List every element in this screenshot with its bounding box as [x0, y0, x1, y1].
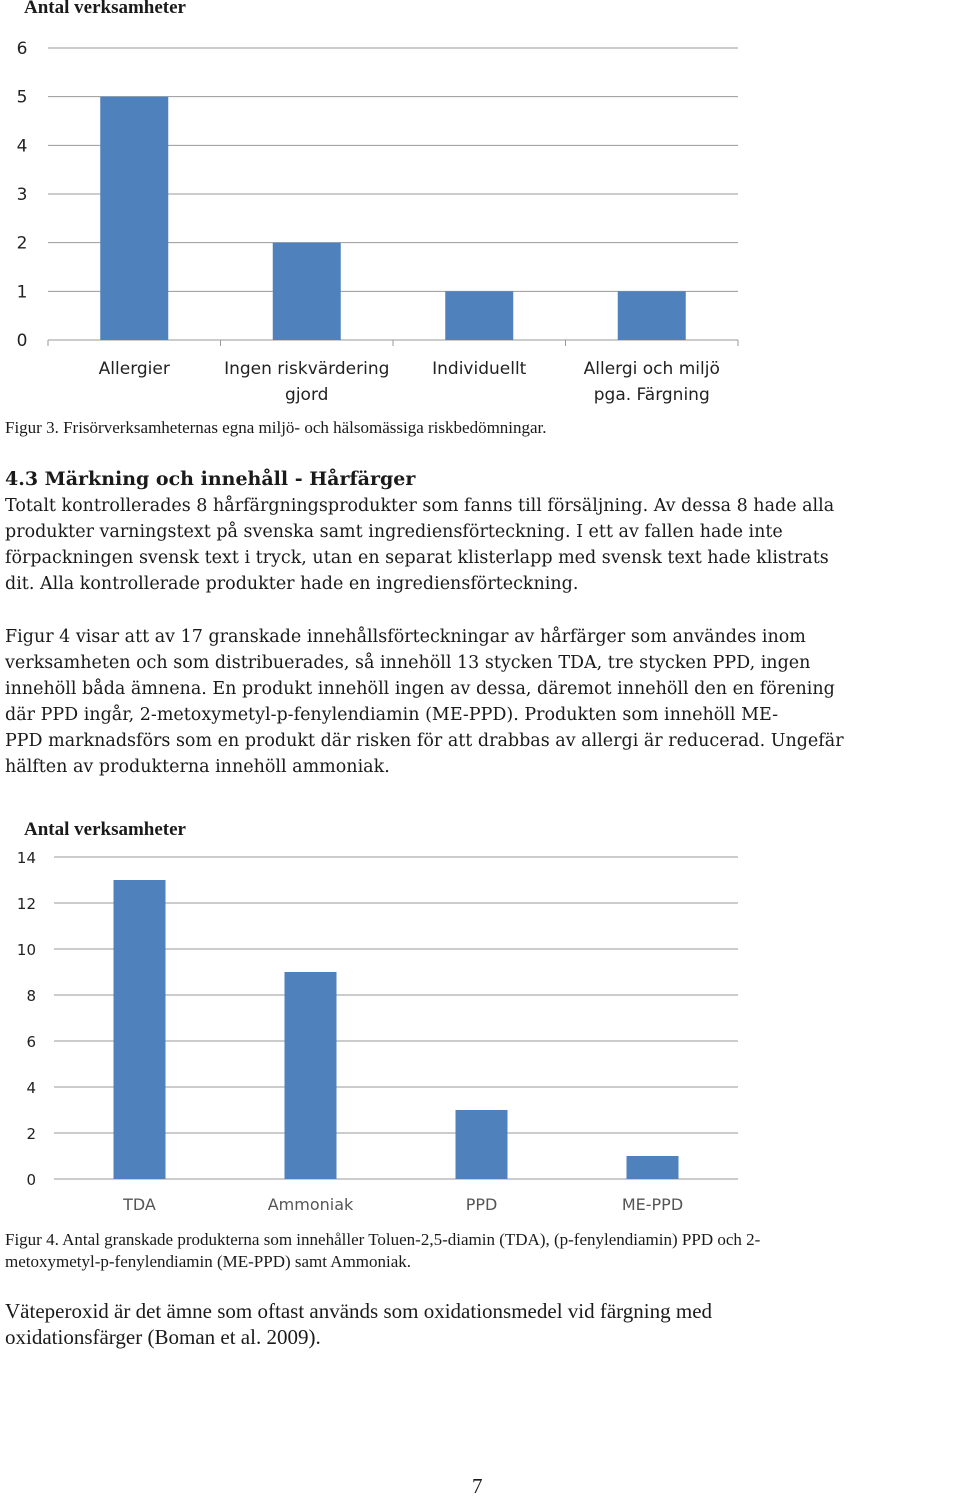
y-tick-label: 6 [16, 39, 28, 59]
bar [445, 291, 513, 340]
paragraph-2-line: Figur 4 visar att av 17 granskade innehållsförteckningar av hårfärger som användes inom [5, 627, 806, 647]
bar [456, 1110, 508, 1179]
chart4-caption [5, 1229, 760, 1273]
y-tick-label: 14 [16, 849, 36, 867]
y-tick-label: 4 [16, 136, 28, 157]
section-heading: 4.3 Märkning och innehåll - Hårfärger [5, 468, 416, 490]
y-tick-label: 10 [16, 941, 36, 959]
paragraph-2 [5, 624, 844, 780]
x-category-label: Allergier [98, 359, 170, 379]
paragraph-2-line: innehöll båda ämnena. En produkt innehöll ingen av dessa, däremot innehöll den en förening [5, 679, 835, 699]
paragraph-2-line: där PPD ingår, 2-metoxymetyl-p-fenylendiamin (ME-PPD). Produkten som innehöll ME- [5, 705, 778, 725]
y-tick-label: 6 [26, 1033, 36, 1051]
x-category-label: gjord [285, 385, 329, 405]
chart3-caption: Figur 3. Frisörverksamheternas egna miljö- och hälsomässiga riskbedömningar. [5, 418, 547, 437]
x-category-label: Ammoniak [267, 1195, 354, 1214]
chart3-title: Antal verksamheter [24, 0, 186, 18]
paragraph-1-line: förpackningen svensk text i tryck, utan en separat klisterlapp med svensk text hade klistrats [5, 548, 829, 568]
y-tick-label: 4 [26, 1079, 36, 1097]
bar [627, 1156, 679, 1179]
paragraph-1-line: Totalt kontrollerades 8 hårfärgningsprodukter som fanns till försäljning. Av dessa 8 hade alla [5, 496, 835, 516]
paragraph-1-line: dit. Alla kontrollerade produkter hade en ingrediensförteckning. [5, 574, 579, 594]
chart4-title: Antal verksamheter [24, 819, 186, 840]
chart4-plot [0, 840, 760, 1225]
y-tick-label: 2 [26, 1125, 36, 1143]
chart4-caption-line: Figur 4. Antal granskade produkterna som innehåller Toluen-2,5-diamin (TDA), (p-fenylendiamin) PPD och 2- [5, 1230, 761, 1249]
bar [618, 291, 686, 340]
bar [114, 880, 166, 1179]
y-tick-label: 12 [16, 895, 36, 913]
x-category-label: Individuellt [432, 359, 527, 379]
closing-paragraph [5, 1298, 712, 1350]
y-tick-label: 8 [26, 987, 36, 1005]
paragraph-2-line: hälften av produkterna innehöll ammoniak. [5, 757, 390, 777]
x-category-label: TDA [123, 1195, 156, 1214]
y-tick-label: 5 [16, 87, 28, 108]
x-category-label: ME-PPD [621, 1195, 684, 1214]
chart3-plot [0, 20, 760, 410]
x-category-label: Ingen riskvärdering [224, 359, 390, 379]
x-category-label: pga. Färgning [593, 385, 710, 405]
closing-paragraph-line: Väteperoxid är det ämne som oftast används som oxidationsmedel vid färgning med [5, 1299, 713, 1323]
y-tick-label: 0 [26, 1171, 36, 1189]
y-tick-label: 0 [16, 331, 28, 351]
closing-paragraph-line: oxidationsfärger (Boman et al. 2009). [5, 1325, 321, 1349]
paragraph-1-line: produkter varningstext på svenska samt ingrediensförteckning. I ett av fallen hade inte [5, 522, 783, 542]
y-tick-label: 1 [16, 282, 28, 303]
y-tick-label: 3 [16, 185, 28, 205]
bar [100, 97, 168, 340]
y-tick-label: 2 [16, 233, 28, 254]
chart4-caption-line: metoxymetyl-p-fenylendiamin (ME-PPD) samt Ammoniak. [5, 1252, 412, 1271]
paragraph-2-line: PPD marknadsförs som en produkt där risken för att drabbas av allergi är reducerad. Ungefär [5, 731, 844, 751]
x-category-label: PPD [465, 1195, 498, 1214]
x-category-label: Allergi och miljö [583, 359, 720, 379]
paragraph-1 [5, 493, 834, 597]
paragraph-2-line: verksamheten och som distribuerades, så innehöll 13 stycken TDA, tre stycken PPD, ingen [5, 653, 811, 673]
bar [285, 972, 337, 1179]
bar [273, 243, 341, 340]
page-number: 7 [472, 1474, 483, 1498]
